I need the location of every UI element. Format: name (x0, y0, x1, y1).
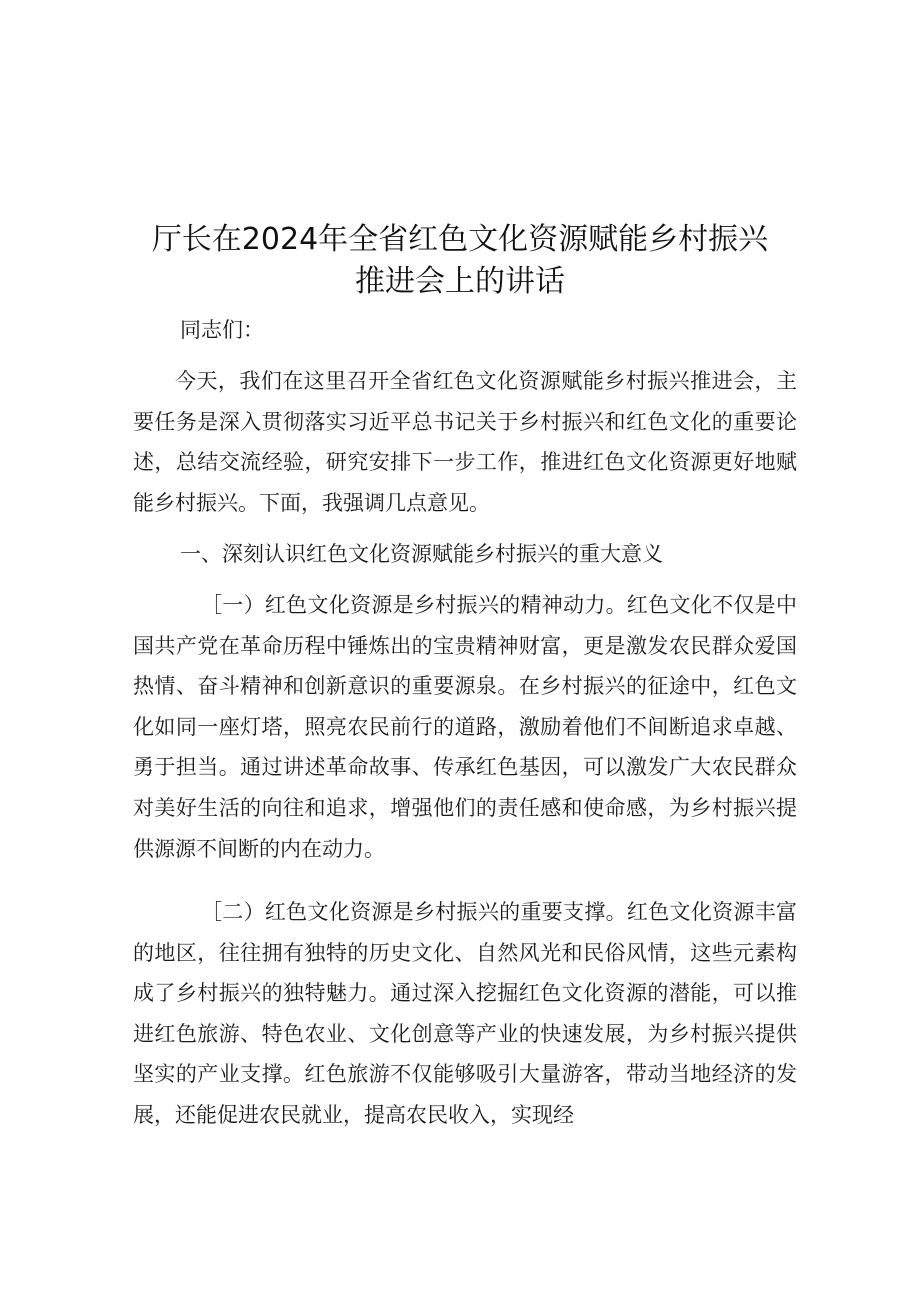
salutation: 同志们： (180, 318, 264, 342)
subsection-paragraph-1: ［一）红色文化资源是乡村振兴的精神动力。红色文化不仅是中国共产党在革命历程中锤炼出的宝贵精神财富，更是激发农民群众爱国热情、奋斗精神和创新意识的重要源泉。在乡村振兴的征途中，红色文化如同一座灯塔，照亮农民前行的道路，激励着他们不间断追求卓越、勇于担当。通过讲述革命故事、传承红色基因，可以激发广大农民群众对美好生活的向往和追求，增强他们的责任感和使命感，为乡村振兴提供源源不间断的内在动力。 (133, 593, 797, 861)
section-heading-1: 一、深刻认识红色文化资源赋能乡村振兴的重大意义 (180, 542, 663, 566)
document-title-line-1: 厅长在2024年全省红色文化资源赋能乡村振兴 (151, 222, 769, 257)
document-title-line-2: 推进会上的讲话 (355, 264, 565, 299)
intro-paragraph: 今天，我们在这里召开全省红色文化资源赋能乡村振兴推进会，主要任务是深入贯彻落实习近平总书记关于乡村振兴和红色文化的重要论述，总结交流经验，研究安排下一步工作，推进红色文化资源更好地赋能乡村振兴。下面，我强调几点意见。 (133, 369, 797, 515)
subsection-paragraph-2: ［二）红色文化资源是乡村振兴的重要支撑。红色文化资源丰富的地区，往往拥有独特的历史文化、自然风光和民俗风情，这些元素构成了乡村振兴的独特魅力。通过深入挖掘红色文化资源的潜能，可以推进红色旅游、特色农业、文化创意等产业的快速发展，为乡村振兴提供坚实的产业支撑。红色旅游不仅能够吸引大量游客，带动当地经济的发展，还能促进农民就业，提高农民收入，实现经 (133, 900, 797, 1127)
